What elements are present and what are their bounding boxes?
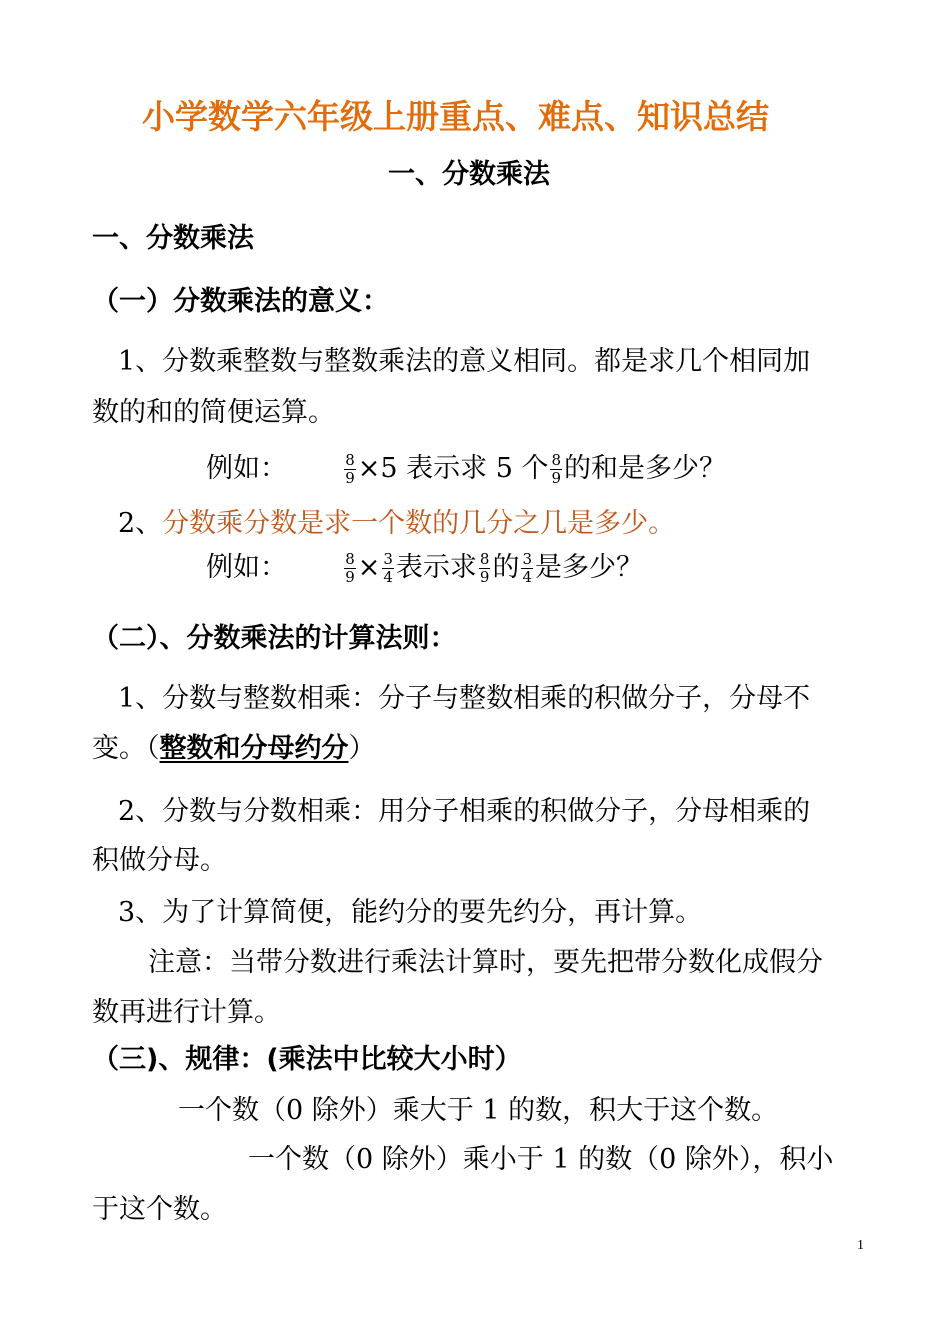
part2-rule2-line1: 2、分数与分数相乘：用分子相乘的积做分子，分母相乘的 [118, 796, 811, 827]
example-2: 例如： $\frac{8}{9}$ × $\frac{3}{4}$ 表示求 $\frac{8}{9}$ 的 $\frac{3}{4}$ 是多少？ [206, 550, 643, 586]
example-1-mid: ×5 表示求 5 个 [357, 453, 549, 484]
part1-item1-line1: 1、分数乘整数与整数乘法的意义相同。都是求几个相同加 [118, 346, 811, 377]
fraction: $\frac{8}{9}$ [345, 550, 355, 586]
example-2-label: 例如： [206, 552, 287, 583]
example-1 [206, 452, 726, 487]
fraction: $\frac{8}{9}$ [551, 451, 562, 487]
example-1-label: 例如： [206, 453, 287, 484]
part3-heading: （三)、规律：(乘法中比较大小时） [92, 1044, 522, 1075]
part2-rule2-line2: 积做分母。 [92, 845, 227, 876]
part2-rule1-line1: 1、分数与整数相乘：分子与整数相乘的积做分子，分母不 [118, 683, 811, 714]
fraction: $\frac{3}{4}$ [522, 550, 532, 586]
note-line1: 注意：当带分数进行乘法计算时，要先把带分数化成假分 [148, 947, 823, 978]
fraction: $\frac{8}{9}$ [345, 451, 355, 487]
part2-rule1-line2: 变。（整数和分母约分） [92, 733, 376, 764]
part2-rule3: 3、为了计算简便，能约分的要先约分，再计算。 [118, 897, 703, 928]
part1-heading: （一）分数乘法的意义： [92, 286, 389, 317]
law-2-line1: 一个数（0 除外）乘小于 1 的数（0 除外），积小 [248, 1144, 834, 1175]
section-heading: 一、分数乘法 [92, 223, 254, 254]
fraction: $\frac{8}{9}$ [479, 550, 490, 586]
law-1: 一个数（0 除外）乘大于 1 的数，积大于这个数。 [178, 1095, 779, 1126]
part1-item2: 2、分数乘分数是求一个数的几分之几是多少。 [118, 508, 676, 539]
example-1-tail: 的和是多少？ [564, 453, 727, 484]
part1-item1-line2: 数的和的简便运算。 [92, 397, 335, 428]
page-number: 1 [857, 1238, 864, 1253]
note-line2: 数再进行计算。 [92, 997, 281, 1028]
part2-heading: （二）、分数乘法的计算法则： [92, 623, 457, 654]
underlined-tip: 整数和分母约分 [159, 733, 349, 764]
law-2-line2: 于这个数。 [92, 1194, 227, 1225]
highlighted-definition: 分数乘分数是求一个数的几分之几是多少。 [162, 508, 676, 539]
document-title: 小学数学六年级上册重点、难点、知识总结 [142, 97, 769, 136]
chapter-subtitle: 一、分数乘法 [388, 159, 550, 190]
fraction: $\frac{3}{4}$ [383, 550, 393, 586]
